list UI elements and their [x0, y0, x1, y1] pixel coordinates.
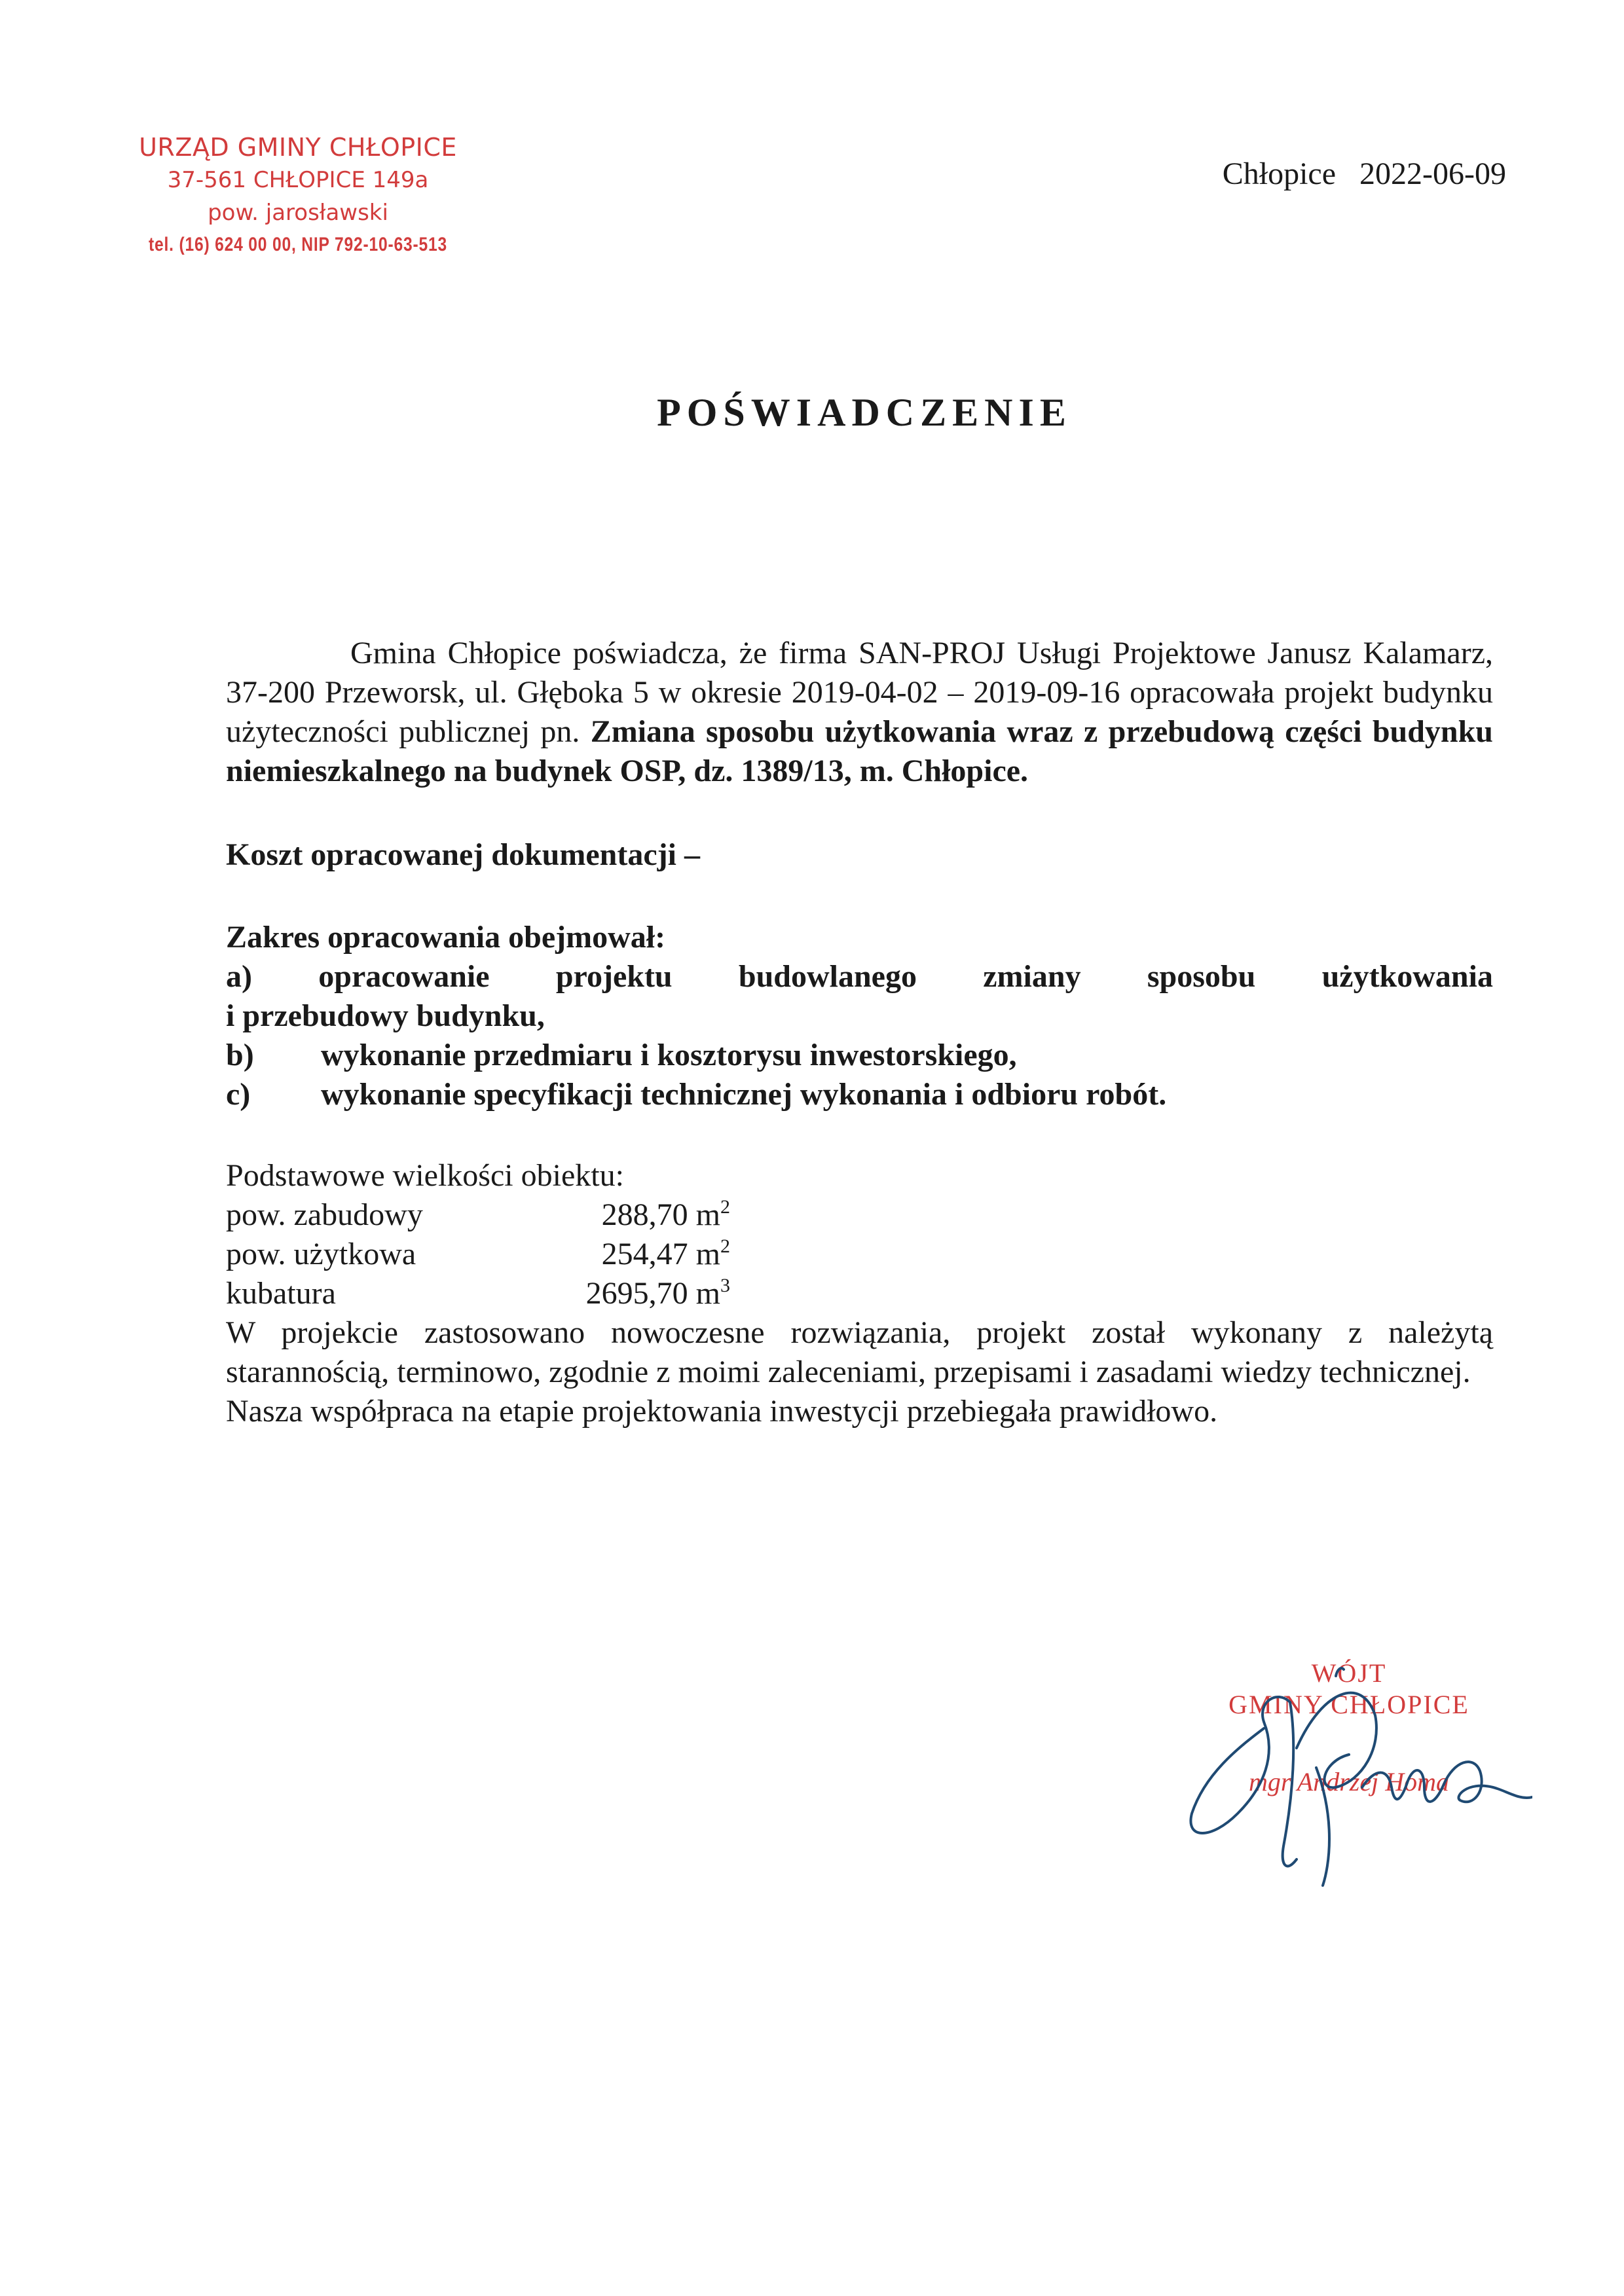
closing-paragraph: W projekcie zastosowano nowoczesne rozwiązania, projekt został wykonany z należytą starannością, terminowo, zgodnie z moimi zaleceniami, przepisami i zasadami wiedzy technicznej. — [226, 1315, 1493, 1389]
document-title: POŚWIADCZENIE — [657, 391, 1072, 434]
project-name: Zmiana sposobu użytkowania wraz z przebudową części budynku niemieszkalnego na budynek OSP, dz. 1389/13, m. Chłopice. — [226, 714, 1493, 788]
parameter-label: pow. zabudowy — [226, 1197, 423, 1232]
parameter-label: pow. użytkowa — [226, 1237, 416, 1271]
parameter-label: kubatura — [226, 1276, 336, 1311]
signature-block — [1166, 1650, 1532, 1899]
place-date — [1223, 156, 1506, 192]
stamp-municipality: GMINY CHŁOPICE — [1228, 1690, 1469, 1719]
scope-heading: Zakres opracowania obejmował: — [226, 920, 666, 955]
letterhead-stamp — [115, 131, 481, 261]
parameter-value — [566, 1274, 730, 1313]
parameter-row — [226, 1274, 1493, 1313]
parameter-unit-exponent: 3 — [720, 1275, 730, 1296]
parameter-value-number: 288,70 m — [601, 1197, 720, 1232]
scope-item-marker: b) — [226, 1038, 254, 1072]
scope-item-text: wykonanie specyfikacji technicznej wykonania i odbioru robót. — [321, 1077, 1167, 1112]
scope-item-word: opracowanie — [318, 959, 490, 994]
parameter-unit-exponent: 2 — [720, 1235, 730, 1257]
scope-item-word: użytkowania — [1321, 959, 1493, 994]
intro-text: Gmina Chłopice poświadcza, że firma SAN-PROJ Usługi Projektowe Janusz Kalamarz, 37-200 Przeworsk, ul. Głęboka 5 w okresie 2019-04-02 – 2019-09-16 opracowała projekt budynku użyteczności publicznej pn. — [226, 636, 1493, 749]
scope-item-b — [226, 1036, 1493, 1075]
parameters-heading: Podstawowe wielkości obiektu: — [226, 1158, 624, 1193]
parameter-row — [226, 1235, 1493, 1274]
parameters-block — [226, 1156, 1493, 1313]
scope-item-a-line2: i przebudowy budynku, — [226, 998, 545, 1033]
letterhead-contact: tel. (16) 624 00 00, NIP 792-10-63-513 — [148, 234, 448, 255]
scope-list — [226, 957, 1493, 1114]
place: Chłopice — [1222, 156, 1337, 191]
stamp-title: WÓJT — [1311, 1658, 1387, 1688]
spacer — [226, 1114, 1493, 1156]
scope-item-word: budowlanego — [738, 959, 917, 994]
scope-item-text: wykonanie przedmiaru i kosztorysu inwestorskiego, — [321, 1038, 1017, 1072]
parameter-value — [566, 1195, 730, 1235]
scope-item-a — [226, 957, 1493, 1036]
scope-item-a-line1 — [226, 957, 1493, 996]
parameter-row — [226, 1195, 1493, 1235]
scope-item-word: sposobu — [1147, 959, 1256, 994]
letterhead-district: pow. jarosławski — [208, 200, 388, 226]
parameter-value-number: 254,47 m — [601, 1237, 720, 1271]
parameter-unit-exponent: 2 — [720, 1196, 730, 1218]
parameter-value — [566, 1235, 730, 1274]
scope-item-word: zmiany — [983, 959, 1081, 994]
cost-line: Koszt opracowanej dokumentacji – — [226, 837, 700, 872]
handwritten-signature — [1166, 1650, 1532, 1899]
scope-item-marker: a) — [226, 959, 252, 994]
letterhead-office-name: URZĄD GMINY CHŁOPICE — [139, 133, 457, 162]
scope-item-c — [226, 1075, 1493, 1114]
document-body — [226, 634, 1493, 1431]
collaboration-paragraph: Nasza współpraca na etapie projektowania inwestycji przebiegała prawidłowo. — [226, 1394, 1218, 1429]
letterhead-address: 37-561 CHŁOPICE 149a — [167, 167, 429, 193]
scope-item-word: projektu — [555, 959, 673, 994]
stamp-name: mgr Andrzej Homa — [1249, 1767, 1449, 1796]
date: 2022-06-09 — [1359, 156, 1506, 191]
parameter-value-number: 2695,70 m — [585, 1276, 720, 1311]
scope-item-marker: c) — [226, 1077, 251, 1112]
intro-paragraph — [226, 634, 1493, 791]
